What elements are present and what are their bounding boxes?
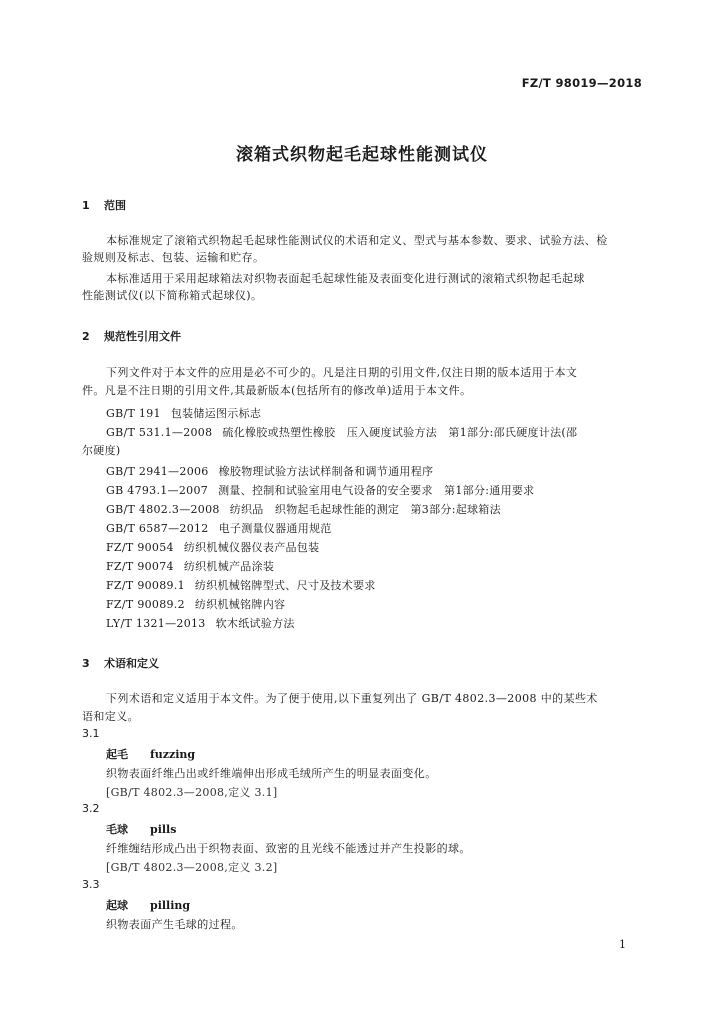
term-definition: 纤维缠结形成凸出于织物表面、致密的且光线不能透过并产生投影的球。 <box>106 842 471 855</box>
reference-item-cont <box>82 442 121 458</box>
term-en: pills <box>150 823 177 836</box>
reference-title: 电子测量仪器通用规范 <box>218 522 332 535</box>
reference-item <box>106 596 285 612</box>
reference-title: 纺织机械铭牌型式、尺寸及技术要求 <box>194 579 376 592</box>
scope-paragraph-2-cont <box>82 287 644 304</box>
page-number: 1 <box>619 938 626 951</box>
reference-code: FZ/T 90054 <box>106 541 174 554</box>
term-number: 3.1 <box>82 727 100 740</box>
reference-item <box>106 558 274 574</box>
section-heading-scope <box>82 197 126 213</box>
reference-title: 纺织品 织物起毛起球性能的测定 第3部分:起球箱法 <box>229 503 501 516</box>
reference-code: FZ/T 90074 <box>106 560 174 573</box>
reference-item <box>106 405 261 421</box>
term-zh: 起球 <box>106 899 128 912</box>
text-line: 件。凡是不注日期的引用文件,其最新版本(包括所有的修改单)适用于本文件。 <box>82 384 472 397</box>
term-definition: 织物表面产生毛球的过程。 <box>106 918 243 931</box>
section-number: 3 <box>82 657 90 670</box>
reference-title: 软木纸试验方法 <box>215 617 295 630</box>
document-title: 滚箱式织物起毛起球性能测试仪 <box>236 145 488 165</box>
term-zh: 毛球 <box>106 823 128 836</box>
reference-code: FZ/T 90089.2 <box>106 598 185 611</box>
scope-paragraph-2 <box>82 270 644 287</box>
text-line: 语和定义。 <box>82 710 139 723</box>
normative-intro <box>82 364 644 381</box>
text-line: 验规则及标志、包装、运输和贮存。 <box>82 251 265 264</box>
scope-paragraph-1 <box>82 232 644 249</box>
text-line: 本标准规定了滚箱式织物起毛起球性能测试仪的术语和定义、型式与基本参数、要求、试验方法、检 <box>106 234 608 247</box>
normative-intro-cont <box>82 382 644 399</box>
reference-title: 硫化橡胶或热塑性橡胶 压入硬度试验方法 第1部分:邵氏硬度计法(邵 <box>222 426 578 439</box>
reference-code: GB/T 191 <box>106 407 161 420</box>
reference-title: 纺织机械仪器仪表产品包装 <box>183 541 320 554</box>
term-source: [GB/T 4802.3—2008,定义 3.2] <box>106 861 278 874</box>
section-heading-normative <box>82 328 181 344</box>
reference-code: GB/T 6587—2012 <box>106 522 209 535</box>
reference-item <box>106 424 577 440</box>
term-number: 3.2 <box>82 802 100 815</box>
reference-code: FZ/T 90089.1 <box>106 579 185 592</box>
reference-item <box>106 520 332 536</box>
section-title: 规范性引用文件 <box>104 330 181 343</box>
terms-intro <box>82 690 644 707</box>
reference-code: GB/T 2941—2006 <box>106 465 209 478</box>
scope-paragraph-1-cont <box>82 249 644 266</box>
term-heading <box>106 821 176 837</box>
term-en: fuzzing <box>150 748 196 761</box>
term-zh: 起毛 <box>106 748 128 761</box>
standard-code: FZ/T 98019—2018 <box>521 76 642 90</box>
reference-item <box>106 577 376 593</box>
term-heading <box>106 746 195 762</box>
term-definition: 织物表面纤维凸出或纤维端伸出形成毛绒所产生的明显表面变化。 <box>106 767 437 780</box>
reference-code: LY/T 1321—2013 <box>106 617 206 630</box>
reference-item <box>106 539 319 555</box>
reference-item <box>106 615 295 631</box>
reference-title: 纺织机械产品涂装 <box>183 560 275 573</box>
reference-item <box>106 482 534 498</box>
section-number: 2 <box>82 330 90 343</box>
text-line: 本标准适用于采用起球箱法对织物表面起毛起球性能及表面变化进行测试的滚箱式织物起毛起球 <box>106 272 585 285</box>
term-source: [GB/T 4802.3—2008,定义 3.1] <box>106 786 278 799</box>
section-heading-terms <box>82 655 159 671</box>
section-title: 范围 <box>104 199 126 212</box>
terms-intro-cont <box>82 708 644 725</box>
section-title: 术语和定义 <box>104 657 159 670</box>
reference-title: 纺织机械铭牌内容 <box>194 598 286 611</box>
reference-title-cont: 尔硬度) <box>82 444 121 457</box>
text-line: 下列文件对于本文件的应用是必不可少的。凡是注日期的引用文件,仅注日期的版本适用于本文 <box>106 366 578 379</box>
term-en: pilling <box>150 899 191 912</box>
term-heading <box>106 897 190 913</box>
term-number: 3.3 <box>82 878 100 891</box>
reference-code: GB 4793.1—2007 <box>106 484 209 497</box>
text-line: 下列术语和定义适用于本文件。为了便于使用,以下重复列出了 GB/T 4802.3—2008 中的某些术 <box>106 692 598 705</box>
reference-code: GB/T 4802.3—2008 <box>106 503 220 516</box>
reference-title: 测量、控制和试验室用电气设备的安全要求 第1部分:通用要求 <box>218 484 535 497</box>
reference-item <box>106 501 501 517</box>
reference-title: 橡胶物理试验方法试样制备和调节通用程序 <box>218 465 434 478</box>
reference-title: 包装储运图示标志 <box>170 407 262 420</box>
section-number: 1 <box>82 199 90 212</box>
reference-code: GB/T 531.1—2008 <box>106 426 213 439</box>
text-line: 性能测试仪(以下简称箱式起球仪)。 <box>82 289 263 302</box>
reference-item <box>106 463 433 479</box>
